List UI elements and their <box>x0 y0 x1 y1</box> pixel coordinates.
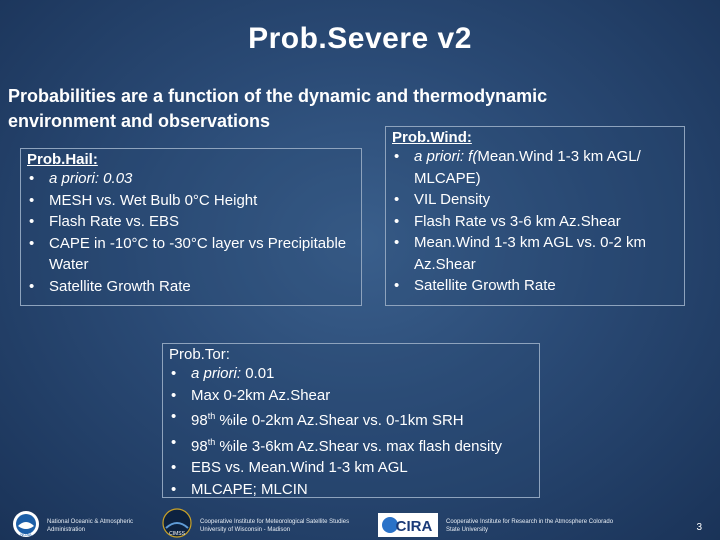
list-item: • MLCAPE; MLCIN <box>171 480 308 498</box>
cira-logo-text: CIRA <box>395 518 433 535</box>
prob-wind-heading: Prob.Wind: <box>392 129 472 146</box>
prob-wind-box <box>385 126 685 306</box>
list-item: • 98th %ile 0-2km Az.Shear vs. 0-1km SRH <box>171 408 464 429</box>
slide-subtitle: Probabilities are a function of the dynamic and thermodynamic environment and observations <box>8 86 548 131</box>
list-item: • Max 0-2km Az.Shear <box>171 386 331 404</box>
list-item: • Satellite Growth Rate <box>394 277 556 294</box>
list-item: • Flash Rate vs 3-6 km Az.Shear <box>394 212 621 230</box>
prob-tor-list <box>169 363 533 500</box>
prob-tor-heading: Prob.Tor: <box>169 346 230 363</box>
list-item: • MESH vs. Wet Bulb 0°C Height <box>29 191 258 209</box>
page-number: 3 <box>696 522 702 533</box>
prob-hail-heading: Prob.Hail: <box>27 151 98 168</box>
prob-tor-box <box>162 343 540 498</box>
prob-hail-list <box>27 168 355 297</box>
list-item: • a priori: 0.01 <box>171 365 275 382</box>
list-item: • VIL Density <box>394 191 491 208</box>
list-item: • CAPE in -10°C to -30°C layer vs Precipitable Water <box>29 234 347 273</box>
list-item: • a priori: 0.03 <box>29 170 133 187</box>
list-item: • 98th %ile 3-6km Az.Shear vs. max flash density <box>171 433 502 455</box>
list-item: • Flash Rate vs. EBS <box>29 213 180 230</box>
list-item: • Satellite Growth Rate <box>29 277 191 295</box>
cimss-text: Cooperative Institute for Meteorological Satellite Studies University of Wisconsin - Madison <box>200 519 350 533</box>
cimss-logo-text: CIMSS <box>169 531 185 537</box>
cimss-logo <box>160 508 194 540</box>
slide-title: Prob.Severe v2 <box>248 22 472 55</box>
list-item: • a priori: f(Mean.Wind 1-3 km AGL/ MLCAPE) <box>394 148 641 187</box>
noaa-logo <box>12 510 40 538</box>
footer <box>0 508 720 540</box>
noaa-logo-text: NOAA <box>20 532 32 537</box>
prob-wind-list <box>392 146 678 297</box>
prob-hail-box <box>20 148 362 306</box>
cira-logo <box>378 513 438 537</box>
list-item: • Mean.Wind 1-3 km AGL vs. 0-2 km Az.Shear <box>394 234 647 273</box>
list-item: • EBS vs. Mean.Wind 1-3 km AGL <box>171 459 408 476</box>
cira-text: Cooperative Institute for Research in the Atmosphere Colorado State University <box>446 519 614 533</box>
noaa-text: National Oceanic & Atmospheric Administration <box>47 519 134 533</box>
